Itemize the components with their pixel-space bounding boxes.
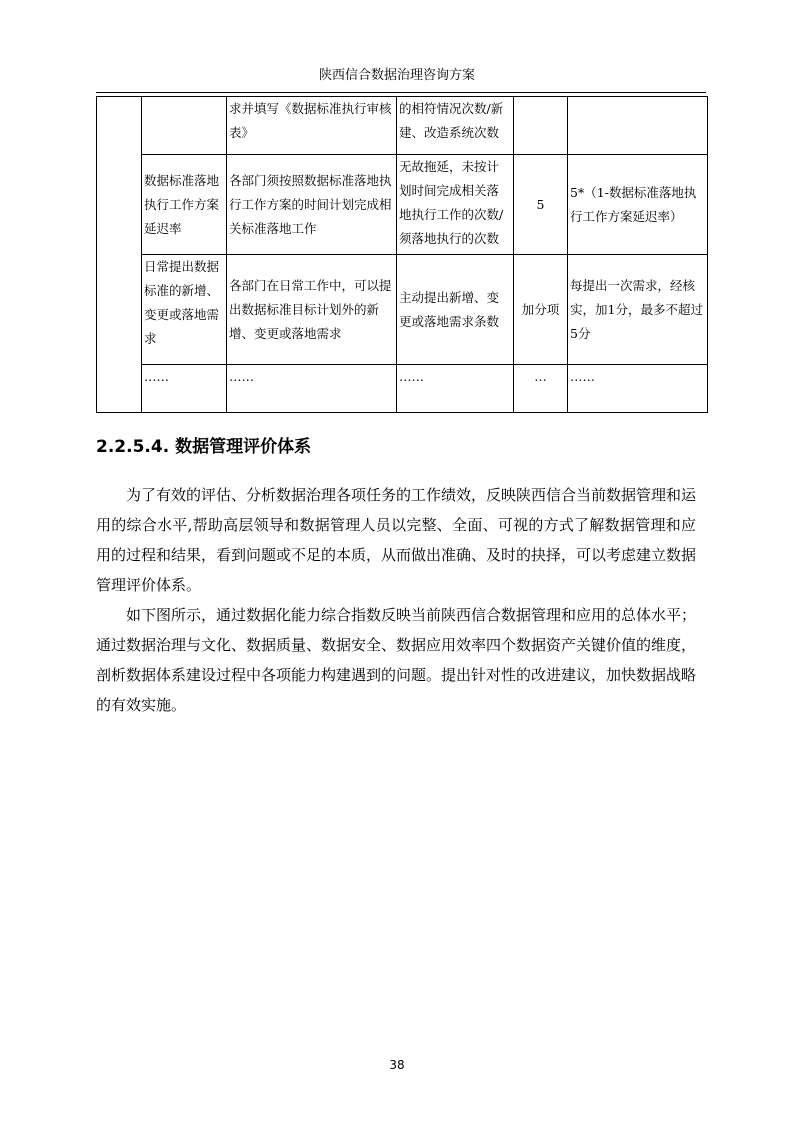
table-row [97,365,708,413]
table-row [97,255,708,365]
description-cell: 各部门须按照数据标准落地执行工作方案的时间计划完成相关标准落地工作 [227,155,397,255]
formula-cell: 5*（1-数据标准落地执行工作方案延迟率） [568,155,708,255]
criteria-cell: 主动提出新增、变更或落地需求条数 [397,255,514,365]
body-paragraph: 为了有效的评估、分析数据治理各项任务的工作绩效，反映陕西信合当前数据管理和运用的综合水平,帮助高层领导和数据管理人员以完整、全面、可视的方式了解数据管理和应用的过程和结果，看到问题或不足的本质，从而做出准确、及时的抉择，可以考虑建立数据管理评价体系。 [96,486,697,594]
formula-cell: …… [568,365,708,413]
running-header: 陕西信合数据治理咨询方案 [318,68,475,83]
formula-cell: 每提出一次需求，经核实，加1分，最多不超过5分 [568,255,708,365]
weight-cell: … [514,365,568,413]
weight-cell: 加分项 [514,255,568,365]
description-cell: 各部门在日常工作中，可以提出数据标准目标计划外的新增、变更或落地需求 [227,255,397,365]
criteria-cell: 无故拖延，未按计划时间完成相关落地执行工作的次数/须落地执行的次数 [397,155,514,255]
header-divider [96,92,706,93]
section-heading: 2.2.5.4. 数据管理评价体系 [96,437,312,457]
category-cell [97,97,142,413]
criteria-cell: …… [397,365,514,413]
indicator-cell: 数据标准落地执行工作方案延迟率 [142,155,227,255]
description-cell: 求并填写《数据标准执行审核表》 [227,97,397,155]
evaluation-table [96,96,708,413]
weight-cell: 5 [514,155,568,255]
indicator-cell [142,97,227,155]
description-cell: …… [227,365,397,413]
weight-cell [514,97,568,155]
indicator-cell: 日常提出数据标准的新增、变更或落地需求 [142,255,227,365]
table-row [97,97,708,155]
formula-cell [568,97,708,155]
indicator-cell: …… [142,365,227,413]
table-row [97,155,708,255]
body-paragraph: 如下图所示，通过数据化能力综合指数反映当前陕西信合数据管理和应用的总体水平；通过数据治理与文化、数据质量、数据安全、数据应用效率四个数据资产关键价值的维度，剖析数据体系建设过程中各项能力构建遇到的问题。提出针对性的改进建议，加快数据战略的有效实施。 [96,606,697,714]
page-number: 38 [389,1058,405,1072]
criteria-cell: 的相符情况次数/新建、改造系统次数 [397,97,514,155]
